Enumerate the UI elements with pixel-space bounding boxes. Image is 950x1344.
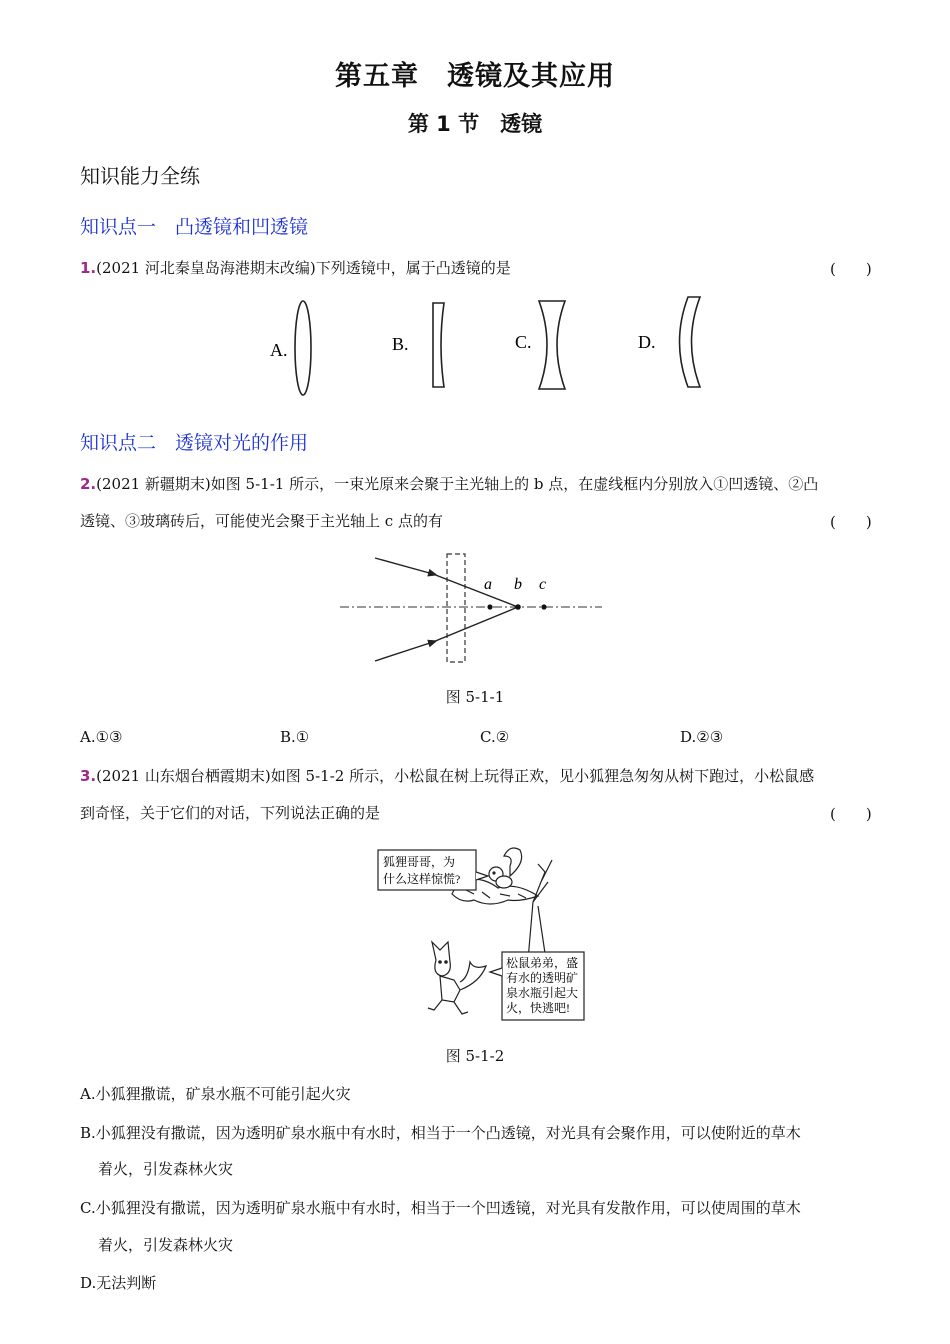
fox-speech-line-1: 松鼠弟弟，盛 <box>506 956 579 970</box>
question-2-number: 2. <box>80 475 97 493</box>
knowledge-point-2-heading: 知识点二 透镜对光的作用 <box>80 432 309 454</box>
question-3-option-a: A.小狐狸撒谎，矿泉水瓶不可能引起火灾 <box>80 1085 351 1103</box>
fox-speech-line-4: 火，快逃吧! <box>506 1001 570 1015</box>
chapter-title: 第五章 透镜及其应用 <box>335 61 615 92</box>
question-2-text-1: (2021 新疆期末)如图 5-1-1 所示，一束光原来会聚于主光轴上的 b 点，在虚线框内分别放入①凹透镜、②凸 <box>96 475 819 493</box>
point-a <box>487 604 492 609</box>
question-1-text: (2021 河北秦皇岛海港期末改编)下列透镜中，属于凸透镜的是 <box>96 259 511 277</box>
question-2-option-c: C.② <box>480 728 510 746</box>
squirrel-speech-line-1: 狐狸哥哥，为 <box>383 855 456 869</box>
figure-5-1-1-caption: 图 5-1-1 <box>445 688 505 706</box>
dashed-box <box>447 554 465 662</box>
point-b <box>515 604 521 610</box>
question-2-light-figure <box>340 548 610 670</box>
lens-option-c-label: C. <box>515 332 532 352</box>
incident-ray-bottom <box>375 642 433 661</box>
question-1-lens-figure <box>260 290 720 400</box>
question-2-stem-line1 <box>80 474 818 494</box>
question-3-option-b-line2: 着火，引发森林火灾 <box>98 1160 234 1178</box>
question-3-option-c-line2: 着火，引发森林火灾 <box>98 1236 234 1254</box>
lens-c-biconcave <box>539 301 565 389</box>
incident-ray-top <box>375 558 433 574</box>
section-title: 第 1 节 透镜 <box>407 112 543 136</box>
fox-illustration <box>428 942 486 1014</box>
question-3-number: 3. <box>80 767 97 785</box>
label-b: b <box>514 576 522 593</box>
question-2-option-b: B.① <box>280 728 310 746</box>
question-2-stem-line2: 透镜、③玻璃砖后，可能使光会聚于主光轴上 c 点的有 <box>80 512 443 530</box>
question-1-answer-blank: ( ) <box>830 260 872 278</box>
question-3-option-b-line1: B.小狐狸没有撒谎，因为透明矿泉水瓶中有水时，相当于一个凸透镜，对光具有会聚作用，可以使附近的草木 <box>80 1124 801 1142</box>
fox-speech-line-2: 有水的透明矿 <box>506 971 579 985</box>
squirrel-illustration <box>489 848 522 888</box>
question-3-option-d: D.无法判断 <box>80 1274 157 1292</box>
point-c <box>541 604 546 609</box>
figure-5-1-2-caption: 图 5-1-2 <box>445 1047 505 1065</box>
squirrel-speech-bubble <box>378 850 488 890</box>
question-3-stem-line1 <box>80 766 814 786</box>
converging-ray-bottom <box>433 607 518 642</box>
lens-option-b-label: B. <box>392 334 409 354</box>
lens-a-convex <box>295 301 311 395</box>
question-1-stem <box>80 258 511 278</box>
question-2-option-d: D.②③ <box>680 728 724 746</box>
question-3-text-1: (2021 山东烟台栖霞期末)如图 5-1-2 所示，小松鼠在树上玩得正欢，见小狐狸急匆匆从树下跑过，小松鼠感 <box>96 767 815 785</box>
question-3-answer-blank: ( ) <box>830 805 872 823</box>
knowledge-point-1-heading: 知识点一 凸透镜和凹透镜 <box>80 216 309 238</box>
converging-ray-top <box>433 574 518 607</box>
question-2-option-a: A.①③ <box>80 728 123 746</box>
fox-speech-bubble <box>490 952 584 1020</box>
squirrel-speech-line-2: 什么这样惊慌? <box>383 872 461 886</box>
question-2-answer-blank: ( ) <box>830 513 872 531</box>
lens-b-plano-concave <box>433 303 444 387</box>
question-1-number: 1. <box>80 259 97 277</box>
question-3-stem-line2: 到奇怪，关于它们的对话，下列说法正确的是 <box>80 804 381 822</box>
lens-d-meniscus <box>680 297 701 387</box>
question-3-cartoon-figure <box>370 842 590 1024</box>
fox-speech-line-3: 泉水瓶引起大 <box>506 986 579 1000</box>
question-3-option-c-line1: C.小狐狸没有撒谎，因为透明矿泉水瓶中有水时，相当于一个凹透镜，对光具有发散作用，可以使周围的草木 <box>80 1199 801 1217</box>
lens-option-d-label: D. <box>638 332 656 352</box>
lens-option-a-label: A. <box>270 340 288 360</box>
label-a: a <box>484 576 492 593</box>
part-title: 知识能力全练 <box>80 164 200 188</box>
label-c: c <box>539 576 547 593</box>
